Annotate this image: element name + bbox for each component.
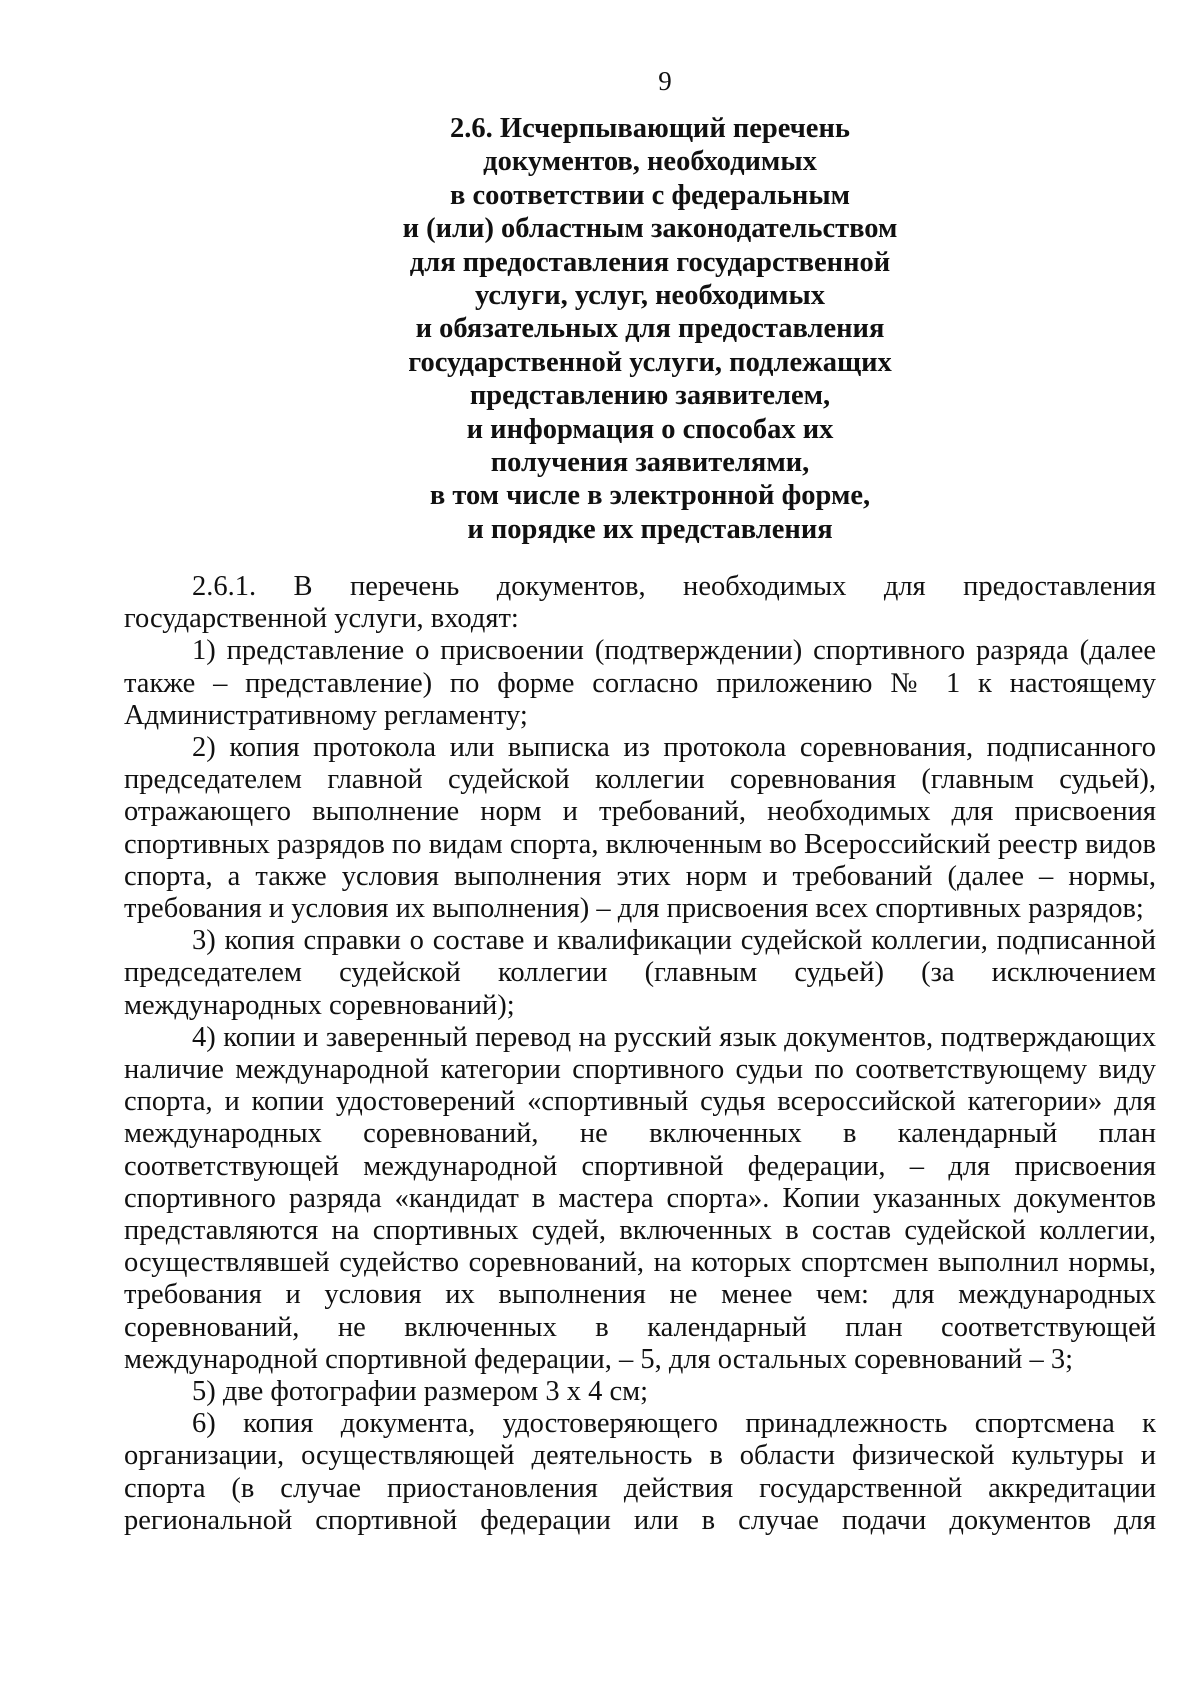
- document-body: [124, 571, 1156, 1537]
- list-item-3: 3) копия справки о составе и квалификации судейской коллегии, подписанной председателем судейской коллегии (главным судьей) (за исключением международных соревнований);: [124, 925, 1156, 1021]
- list-item-6: 6) копия документа, удостоверяющего принадлежность спортсмена к организации, осуществляющей деятельность в области физической культуры и спорта (в случае приостановления действия государственной аккредитации региональной спортивной федерации или в случае подачи документов для: [124, 1408, 1156, 1536]
- list-item-4: 4) копии и заверенный перевод на русский язык документов, подтверждающих наличие международной категории спортивного судьи по соответствующему виду спорта, и копии удостоверений «спортивный судья всероссийской категории» для международных соревнований, не включенных в календарный план соответствующей международной спортивной федерации, – для присвоения спортивного разряда «кандидат в мастера спорта». Копии указанных документов представляются на спортивных судей, включенных в состав судейской коллегии, осуществлявшей судейство соревнований, на которых спортсмен выполнил нормы, требования и условия их выполнения не менее чем: для международных соревнований, не включенных в календарный план соответствующей международной спортивной федерации, – 5, для остальных соревнований – 3;: [124, 1021, 1156, 1375]
- heading-line: и информация о способах их: [466, 413, 834, 445]
- list-item-1: 1) представление о присвоении (подтверждении) спортивного разряда (далее также – представление) по форме согласно приложению № 1 к настоящему Административному регламенту;: [124, 635, 1156, 731]
- page-number: 9: [658, 66, 672, 96]
- heading-line: и порядке их представления: [467, 513, 833, 545]
- heading-line: услуги, услуг, необходимых: [475, 280, 825, 312]
- heading-line: для предоставления государственной: [409, 246, 891, 278]
- section-heading: [300, 112, 1000, 546]
- heading-line: в соответствии с федеральным: [449, 179, 851, 211]
- paragraph-2-6-1: 2.6.1. В перечень документов, необходимых для предоставления государственной услуги, входят:: [124, 571, 1156, 635]
- heading-line: в том числе в электронной форме,: [429, 480, 871, 512]
- heading-line: и обязательных для предоставления: [415, 313, 885, 345]
- heading-line: документов, необходимых: [483, 146, 817, 178]
- list-item-5: 5) две фотографии размером 3 х 4 см;: [192, 1376, 649, 1408]
- heading-line: и (или) областным законодательством: [402, 213, 898, 245]
- heading-line: получения заявителями,: [490, 447, 810, 479]
- heading-line: представлению заявителем,: [469, 380, 831, 412]
- list-item-2: 2) копия протокола или выписка из протокола соревнования, подписанного председателем главной судейской коллегии соревнования (главным судьей), отражающего выполнение норм и требований, необходимых для присвоения спортивных разрядов по видам спорта, включенным во Всероссийский реестр видов спорта, а также условия выполнения этих норм и требований (далее – нормы, требования и условия их выполнения) – для присвоения всех спортивных разрядов;: [124, 732, 1156, 925]
- heading-line: государственной услуги, подлежащих: [408, 346, 892, 378]
- heading-line: 2.6. Исчерпывающий перечень: [450, 113, 850, 144]
